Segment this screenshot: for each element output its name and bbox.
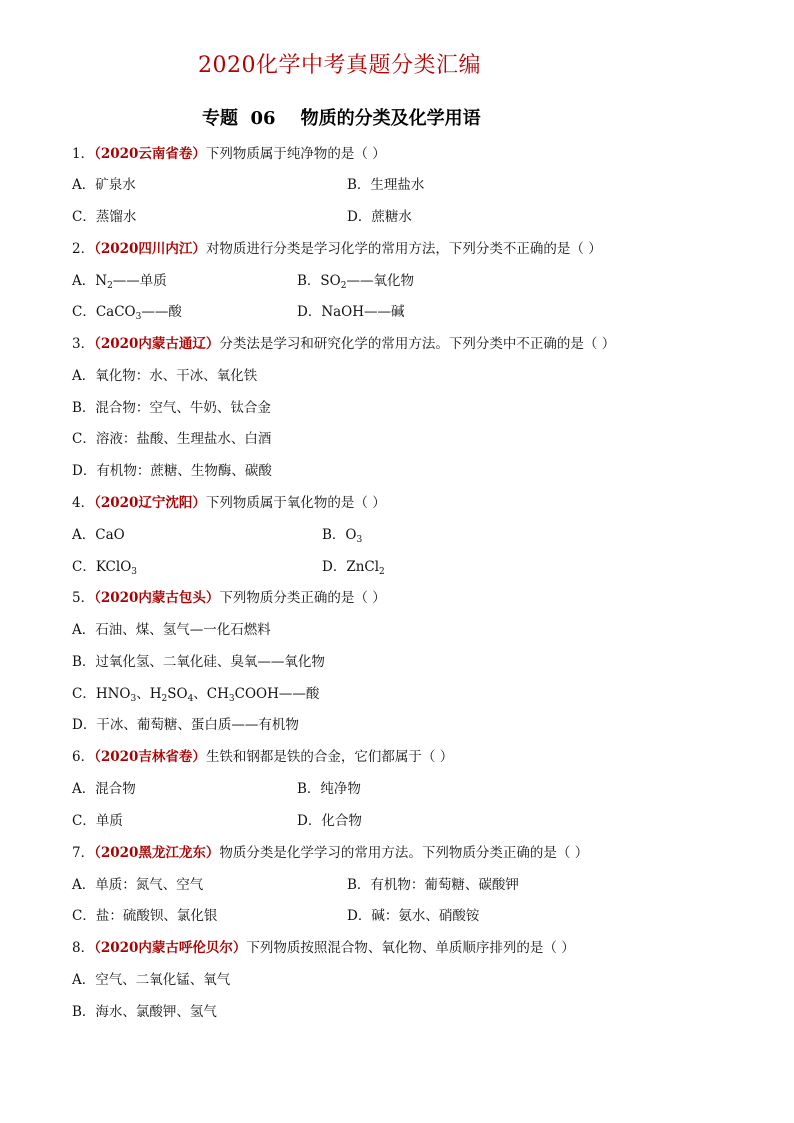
question-6 [72,748,453,766]
question-stem: 下列物质属于氧化物的是（ ） [205,495,386,511]
question-8 [72,939,575,957]
question-source: （2020内蒙古通辽） [94,336,220,352]
option-c [72,685,319,703]
option-b [322,526,362,544]
subscript: 2 [379,567,385,577]
subscript: 3 [135,312,142,322]
option-d: D．碱：氨水、硝酸铵 [347,908,480,924]
option-a: A．氧化物：水、干冰、氧化铁 [72,368,258,384]
option-text: C．HNO [72,686,131,702]
question-stem: 分类法是学习和研究化学的常用方法。下列分类中不正确的是（ ） [219,336,616,352]
option-text: SO [167,686,188,702]
option-c: C．盐：硫酸钡、氯化银 [72,908,218,924]
question-source: （2020云南省卷） [94,146,206,162]
option-d: D．干冰、葡萄糖、蛋白质——有机物 [72,717,299,733]
option-b: B．纯净物 [297,781,361,797]
question-number: 8． [72,940,95,956]
question-number: 7． [72,845,95,861]
option-text: B．SO [297,273,341,289]
option-a [72,526,125,544]
option-text: C．KClO [72,559,132,575]
question-4 [72,494,386,512]
question-stem: 生铁和钢都是铁的合金，它们都属于（ ） [205,749,454,765]
option-b [297,272,414,290]
question-number: 2． [72,241,95,257]
question-source: （2020四川内江） [94,241,206,257]
option-text: ——单质 [112,273,167,289]
option-c [72,558,137,576]
option-text: B．O [322,527,357,543]
option-text: 、CH [193,686,229,702]
subscript: 4 [187,694,194,704]
option-b: B．海水、氯酸钾、氢气 [72,1004,217,1020]
option-d: D．化合物 [297,813,362,829]
option-c [72,303,182,321]
question-source: （2020辽宁沈阳） [94,495,206,511]
question-number: 3． [72,336,95,352]
question-stem: 下列物质分类正确的是（ ） [219,590,386,606]
option-d: D．有机物：蔗糖、生物酶、碳酸 [72,463,272,479]
option-d: D．蔗糖水 [347,209,412,225]
question-source: （2020黑龙江龙东） [94,845,220,861]
option-b: B．生理盐水 [347,177,425,193]
question-stem: 物质分类是化学学习的常用方法。下列物质分类正确的是（ ） [219,845,589,861]
subscript: 3 [130,694,137,704]
question-number: 5． [72,590,95,606]
question-number: 4． [72,495,95,511]
option-a: A．空气、二氧化锰、氧气 [72,972,231,988]
subscript: 3 [356,535,363,545]
subscript: 2 [340,281,347,291]
subscript: 3 [228,694,235,704]
option-text: A．CaO [72,527,125,543]
document-title: 2020化学中考真题分类汇编 [198,53,481,78]
option-a [72,272,167,290]
option-c: C．溶液：盐酸、生理盐水、白酒 [72,431,272,447]
question-stem: 对物质进行分类是学习化学的常用方法，下列分类不正确的是（ ） [205,241,602,257]
option-text: D．ZnCl [322,559,380,575]
question-7 [72,844,588,862]
option-c: C．蒸馏水 [72,209,137,225]
question-5 [72,589,386,607]
question-1 [72,145,386,163]
question-stem: 下列物质属于纯净物的是（ ） [205,146,386,162]
option-text: ——氧化物 [346,273,414,289]
option-text: C．CaCO [72,304,136,320]
option-a: A．混合物 [72,781,136,797]
option-a: A．石油、煤、氢气—一化石燃料 [72,622,271,638]
question-source: （2020内蒙古呼伦贝尔） [94,940,247,956]
document-subtitle: 专题 06 物质的分类及化学用语 [202,108,481,129]
question-2 [72,240,602,258]
option-b: B．有机物：葡萄糖、碳酸钾 [347,877,519,893]
subscript: 2 [107,281,113,291]
subscript: 3 [131,567,138,577]
option-text: ——酸 [141,304,182,320]
question-source: （2020吉林省卷） [94,749,206,765]
question-3 [72,335,615,353]
option-b: B．过氧化氢、二氧化硅、臭氧——氧化物 [72,654,325,670]
option-text: COOH——酸 [234,686,320,702]
option-text: D．NaOH——碱 [297,304,405,320]
option-d [297,303,405,321]
question-number: 6． [72,749,95,765]
question-stem: 下列物质按照混合物、氧化物、单质顺序排列的是（ ） [246,940,575,956]
option-text: 、H [136,686,162,702]
option-b: B．混合物：空气、牛奶、钛合金 [72,400,271,416]
option-a: A．单质：氮气、空气 [72,877,204,893]
subscript: 2 [161,694,168,704]
question-source: （2020内蒙古包头） [94,590,220,606]
question-number: 1． [72,146,95,162]
option-d [322,558,385,576]
option-text: A．N [72,273,108,289]
option-a: A．矿泉水 [72,177,136,193]
option-c: C．单质 [72,813,123,829]
